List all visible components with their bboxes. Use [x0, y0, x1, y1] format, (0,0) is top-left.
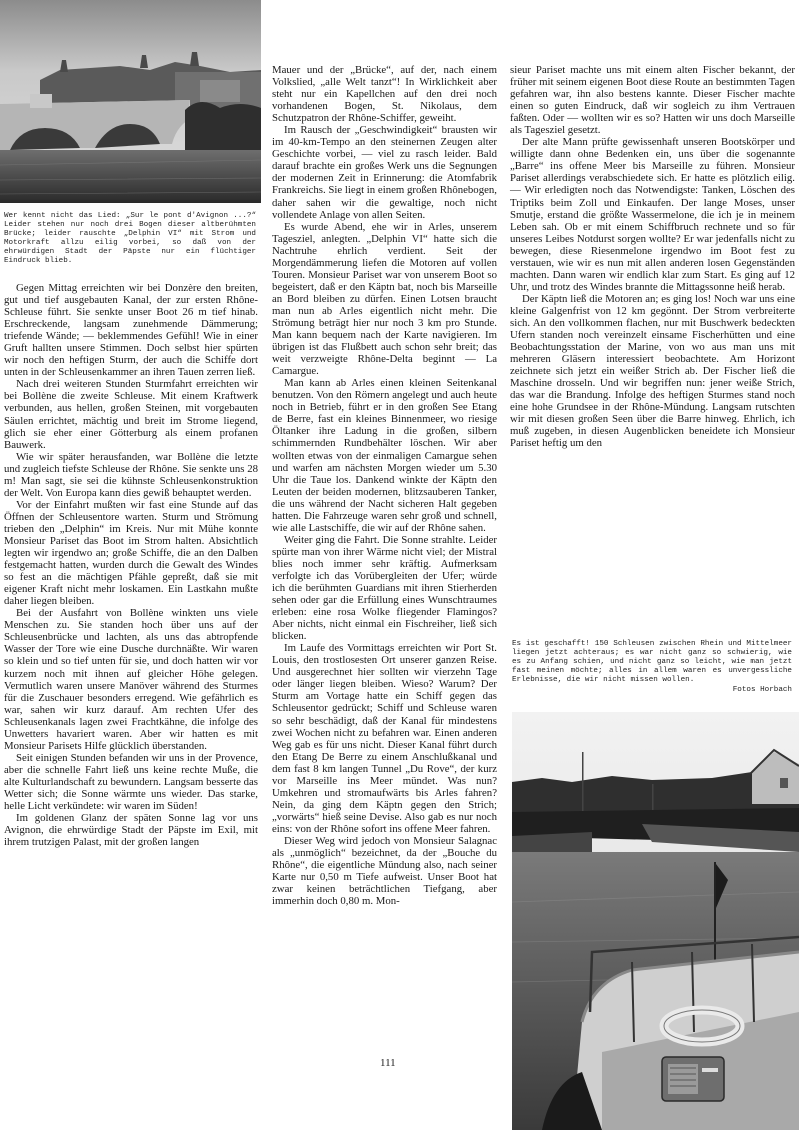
col2-paragraph: Dieser Weg wird jedoch von Monsieur Salagnac als „unmöglich“ bezeichnet, da der „Bouche du Rhône“, die eigentliche Mündung also, nach seiner Karte nur 0,50 m Tiefe aufweist. Unser Boot hat zwar keinen beträchtlichen Tiefgang, aber immerhin doch 0,80 m. Mon- [272, 835, 497, 908]
col3-paragraph: Der Käptn ließ die Motoren an; es ging los! Noch war uns eine kleine Galgenfrist von 12 km gegönnt. Der Strom verbreiterte sich. An den vollkommen flachen, nur mit Buschwerk bedeckten Ufern standen noch vereinzelt einsame Fischerhütten und eine Beobachtungsstation der Marine, von wo aus man uns mit mehreren Gläsern interessiert beobachtete. Am Horizont zeichnete sich jetzt ein weißer Strich ab. Der Fischer ließ die Maschine drosseln. Und wir begriffen nun: jener weiße Strich, das war die Brandung. Infolge des heftigen Sturmes stand noch eine hohe Grundsee in der Rhône-Mündung. Langsam rutschten wir mit diesen großen Seen über die Barre hinweg. Ehrlich, ich muß zugeben, in diesen Augenblicken beneidete ich Monsieur Pariset heftig um den [510, 292, 795, 450]
photo-credit: Fotos Horbach [732, 686, 792, 694]
col2-paragraph: Im Rausch der „Geschwindigkeit“ brausten wir im 40-km-Tempo an den steinernen Zeugen alter Geschichte vorbei, — viel zu rasch leider. Bald darauf brachte ein großes Werk uns die Segnungen der modernen Zeit in Erinnerung: die Atomfabrik Frankreichs. Sie liegt in einem großen Rhônebogen, daher sahen wir die gewaltige, noch nicht vollendete Anlage von allen Seiten. [272, 124, 497, 221]
col1-paragraph: Im goldenen Glanz der späten Sonne lag vor uns Avignon, die ehrwürdige Stadt der Päpste im Exil, mit ihrem trutzigen Palast, mit der großen langen [4, 812, 258, 849]
col1-paragraph: Nach drei weiteren Stunden Sturmfahrt erreichten wir bei Bollène die zweite Schleuse. Mit einem Kraftwerk verbunden, aus hellen, großen Steinen, mit vorgebauten Säulen errichtet, mächtig und breit im Strome liegend, glich sie eher einer Götterburg als einem profanen Bauwerk. [4, 378, 258, 451]
col3-paragraph: sieur Pariset machte uns mit einem alten Fischer bekannt, der früher mit seinem eigenen Boot diese Route an bestimmten Tagen gefahren war, ihn also bestens kannte. Dieser Fischer machte einen so guten Eindruck, daß wir sogleich zu ihm Vertrauen faßten. Oder — wollten wir es so? Hatten wir uns doch Marseille als Tagesziel gesetzt. [510, 64, 795, 137]
col2-paragraph: Weiter ging die Fahrt. Die Sonne strahlte. Leider spürte man von ihrer Wärme nicht viel; der Mistral blies noch immer sehr kräftig. Aufmerksam verfolgte ich das Vorübergleiten der Ufer; würde ich die berühmten Guardians mit ihren Stierherden sehen oder gar die Erfüllung eines Wunschtraumes erleben: eine rosa Wolke fliegender Flamingos? Aber nichts, nicht einmal ein Fischreiher, ließ sich blicken. [272, 533, 497, 643]
avignon-bridge-image [0, 0, 261, 203]
col1-paragraph: Bei der Ausfahrt von Bollène winkten uns viele Menschen zu. Sie standen hoch über uns auf der Schleusenbrücke und lachten, als uns das abtropfende Wasser der Tore wie eine Dusche durchnäßte. Wir waren so klein und so tief unten für sie, und doch hatten wir vor kurzem noch mit ihnen auf gleicher Höhe gelegen. Vermutlich waren unsere Manöver während des Sturmes für die Zuschauer besonders erregend. Wie gefährlich es war, sahen wir kurz darauf. Am rechten Ufer des Schleusenkanals lagen zwei Frachtkähne, die infolge des Unwetters havariert waren. Aber wir hatten es mit Monsieur Parisets Hilfe glücklich überstanden. [4, 607, 258, 752]
col1-paragraph: Seit einigen Stunden befanden wir uns in der Provence, aber die schnelle Fahrt ließ uns keine rechte Muße, die alte Kulturlandschaft zu bewundern. Langsam besserte das Wetter sich; die Sonne wärmte uns wieder. Das starke, helle Licht verkündete: wir waren im Süden! [4, 751, 258, 813]
col1-paragraph: Wie wir später herausfanden, war Bollène die letzte und zugleich tiefste Schleuse der Rhône. Sie senkte uns 28 m! Man sagt, sie sei die kühnste Schleusenkonstruktion der Welt. Von Europa kann dies gewiß behauptet werden. [4, 450, 258, 499]
col1-paragraph: Vor der Einfahrt mußten wir fast eine Stunde auf das Öffnen der Schleusentore warten. Sturm und Strömung trieben den „Delphin“ im Kreis. Nur mit Mühe konnte Monsieur Pariset das Boot im Strom halten. Absichtlich legten wir irgendwo an; große Schiffe, die an den Dalben festgemacht hatten, wurden durch die Gewalt des Windes so fest an die mächtigen Pfähle gepreßt, daß sie mit eigener Kraft nicht mehr loskamen. Ein Lastkahn mußte daher liegen bleiben. [4, 498, 258, 608]
col1-paragraph: Gegen Mittag erreichten wir bei Donzère den breiten, gut und tief ausgebauten Kanal, der zur ersten Rhône-Schleuse führt. Sie senkte unser Boot 26 m tief hinab. Erschreckende, langsam zunehmende Dämmerung; triefende Wände; — beklemmendes Gefühl! Wie in einer Gruft hallten unsere Stimmen. Doch selbst hier spürten wir noch den heftigen Sturm, der auch die Schiffe dort unten in der Schleusenkammer an ihren Tauen zerren ließ. [4, 282, 258, 379]
text-column-3 [510, 64, 795, 450]
col2-paragraph: Mauer und der „Brücke“, auf der, nach einem Volkslied, „alle Welt tanzt“! In Wirklichkeit aber steht nur ein Kapellchen auf den drei noch vorhandenen Bogen, St. Nikolaus, dem Schutzpatron der Rhône-Schiffer, geweiht. [272, 64, 497, 125]
boat-lock-image [512, 712, 799, 1130]
col2-paragraph: Es wurde Abend, ehe wir in Arles, unserem Tagesziel, anlegten. „Delphin VI“ hatte sich die Nachtruhe ehrlich verdient. Seit der Morgendämmerung liefen die Motoren auf vollen Touren. Monsieur Pariset war von unserem Boot so begeistert, daß er den Käptn bat, noch bis Marseille an Bord bleiben zu dürfen. Einen Lotsen braucht man nun ab Arles eigentlich nicht mehr. Die Strömung beträgt hier nur noch 3 km pro Stunde. Man kann bequem nach der Karte navigieren. Im übrigen ist das Flußbett auch schon sehr breit; das weit verzweigte Rhône-Delta beginnt — La Camargue. [272, 220, 497, 378]
bottom-photo-caption [512, 640, 792, 695]
text-column-1 [4, 282, 258, 848]
boat-lock-photo [512, 712, 799, 1130]
top-photo-caption [4, 212, 256, 266]
avignon-bridge-photo [0, 0, 261, 203]
top-caption-text: Wer kennt nicht das Lied: „Sur le pont d'Avignon ...?“ Leider stehen nur noch drei Bogen dieser altberühmten Brücke; leider rauschte „Delphin VI“ mit Strom und Motorkraft allzu eilig vorbei, so daß von der ehrwürdigen Stadt der Päpste nur ein flüchtiger Eindruck blieb. [4, 212, 256, 265]
col3-paragraph: Der alte Mann prüfte gewissenhaft unseren Bootskörper und willigte dann ohne Bedenken ein, uns über die sogenannte „Barre“ ins offene Meer bis Marseille zu führen. Monsieur Pariset allerdings verabschiedete sich. Er hatte es plötzlich eilig. — Wir erledigten noch das Notwendigste: Tanken, Löschen des Triptiks beim Zoll und Einkaufen. Der lange Moses, unser Smutje, erstand die größte Wassermelone, die ich je in meinem Leben sah. Ob er mit einem Schiffbruch rechnete und so für unseres Leibes Notdurst sorgen wollte? Er war jedenfalls nicht zu bewegen, diese Riesenmelone irgendwo im Boot fest zu verstauen, wie wir es nun mit allen anderen losen Gegenständen machten. Dann waren wir endlich klar zum Start. Es ging auf 12 Uhr, und trotz des Windes brannte die Mittagssonne heiß herab. [510, 136, 795, 293]
col2-paragraph: Man kann ab Arles einen kleinen Seitenkanal benutzen. Von den Römern angelegt und auch heute noch in Betrieb, führt er in den großen See Etang de Berre, fast ein kleines Binnenmeer, wo riesige Öltanker ihre Ladung in die großen, silbern schimmernden Rundbehälter löschen. Wir aber wollten etwas von der einmaligen Camargue sehen und warfen am nächsten Morgen wieder um 5.30 Uhr die Taue los. Dankend winkte der Käptn den Leuten der beiden modernen, blitzsauberen Tanker, die uns während der Nacht sicheren Halt gegeben hatten. Die Fahrzeuge waren sehr groß und schnell, wie alle Lastschiffe, die wir auf der Rhône sahen. [272, 377, 497, 534]
page-number: 111 [380, 1057, 396, 1069]
text-column-2 [272, 64, 497, 907]
bottom-caption-text: Es ist geschafft! 150 Schleusen zwischen Rhein und Mittelmeer liegen jetzt achteraus; es war nicht ganz so schwierig, wie es zu Anfang schien, und nicht ganz so leicht, wie man jetzt fast meinen möchte; alles in allem waren es unvergessliche Erlebnisse, die wir nicht missen wollen. [512, 640, 792, 684]
col2-paragraph: Im Laufe des Vormittags erreichten wir Port St. Louis, den trostlosesten Ort unserer ganzen Reise. Und ausgerechnet hier sollten wir vierzehn Tage oder länger liegen bleiben. Wieso? Warum? Der Sturm am Vortage hatte ein Schiff gegen das Schleusentor gedrückt; Schiff und Schleuse waren so sehr beschädigt, daß der Kanal für mindestens zwei Wochen nicht zu befahren war. Einen anderen Weg gab es für uns nicht. Dieser Kanal führt durch den Etang De Berre zu einem Anschlußkanal und dem fast 8 km langen Tunnel „Du Rove“, der kurz vor Marseille ins Meer mündet. Was nun? Umkehren und stromaufwärts bis Arles fahren? Nein, da ging dem Käptn gegen den Strich; „vorwärts“ hieß seine Devise. Also gab es nur noch eins: von der Rhône sofort ins offene Meer fahren. [272, 642, 497, 835]
